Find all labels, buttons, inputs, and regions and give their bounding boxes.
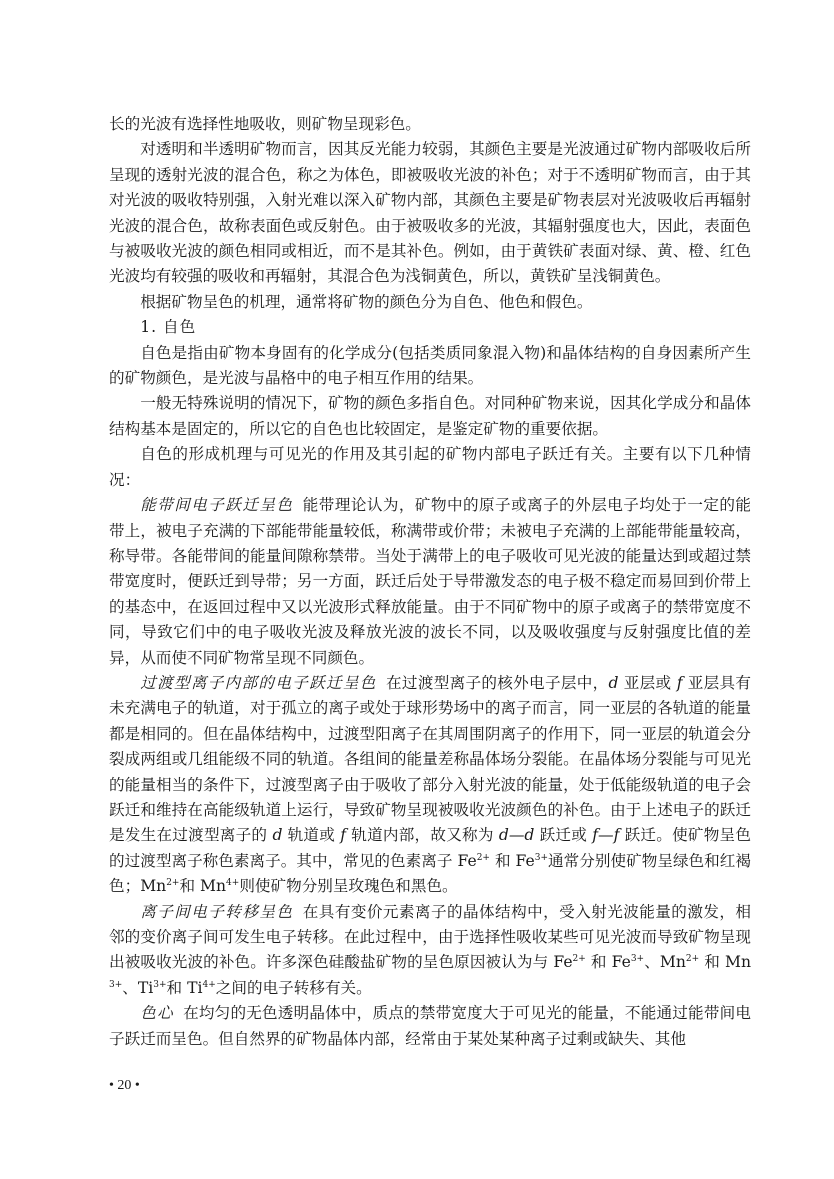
section-heading-idiochromatic: 1. 自色 bbox=[140, 318, 197, 337]
paragraph-color-center bbox=[109, 1001, 751, 1052]
var-d: d bbox=[608, 673, 619, 692]
paragraph-body-color: 对透明和半透明矿物而言，因其反光能力较弱，其颜色主要是光波通过矿物内部吸收后所呈现的透射光波的混合色，称之为体色，即被吸收光波的补色；对于不透明矿物而言，由于其对光波的吸收特别强，入射光难以深入矿物内部，其颜色主要是矿物表层对光波吸收后再辐射光波的混合色，故称表面色或反射色。由于被吸收多的光波，其辐射强度也大，因此，表面色与被吸收光波的颜色相同或相近，而不是其补色。例如，由于黄铁矿表面对绿、黄、橙、红色光波均有较强的吸收和再辐射，其混合色为浅铜黄色，所以，黄铁矿呈浅铜黄色。 bbox=[109, 140, 751, 286]
text-segment: 跃迁。使矿物呈色的过渡型离子称色素离子。其中，常见的色素离子 Fe bbox=[109, 826, 751, 870]
lead-term-charge-transfer: 离子间电子转移呈色 bbox=[140, 902, 294, 921]
text-segment: 在过渡型离子的核外电子层中， bbox=[386, 673, 609, 692]
paragraph-band-transition bbox=[109, 493, 751, 671]
superscript: 3+ bbox=[630, 954, 645, 965]
color-center-text: 在均匀的无色透明晶体中，质点的禁带宽度大于可见光的能量，不能通过能带间电子跃迁而呈色。但自然界的矿物晶体内部，经常由于某处某种离子过剩或缺失、其他 bbox=[109, 1004, 751, 1048]
paragraph-idiochromatic-usage: 一般无特殊说明的情况下，矿物的颜色多指自色。对同种矿物来说，因其化学成分和晶体结构基本是固定的，所以它的自色也比较固定，是鉴定矿物的重要依据。 bbox=[109, 394, 751, 438]
var-f: f bbox=[676, 673, 683, 692]
superscript: 3+ bbox=[534, 852, 549, 863]
lead-term-transition-ion: 过渡型离子内部的电子跃迁呈色 bbox=[140, 673, 377, 692]
var-d-d: d—d bbox=[498, 826, 535, 845]
paragraph-transition-ion bbox=[109, 671, 751, 900]
superscript: 2+ bbox=[572, 954, 586, 965]
text-segment: 在具有变价元素离子的晶体结构中，受入射光波能量的激发，相邻的变价离子间可发生电子转移。在此过程中，由于选择性吸收某些可见光波而导致矿物呈现出被吸收光波的补色。许多深色硅酸盐矿物的呈色原因被认为与 Fe bbox=[109, 902, 751, 972]
lead-term-color-center: 色心 bbox=[140, 1004, 174, 1023]
superscript: 2+ bbox=[166, 878, 180, 888]
text-segment: 轨道或 bbox=[282, 826, 341, 845]
text-segment: 和 Fe bbox=[585, 953, 631, 972]
paragraph-continuation: 长的光波有选择性地吸收，则矿物呈现彩色。 bbox=[109, 115, 421, 133]
text-segment: 、Ti bbox=[122, 978, 154, 997]
text-segment: 和 Ti bbox=[166, 978, 203, 997]
body-text bbox=[109, 112, 751, 1052]
var-f: f bbox=[340, 826, 347, 845]
superscript: 2+ bbox=[685, 954, 700, 965]
text-segment: 和 Mn bbox=[699, 953, 751, 972]
paragraph-charge-transfer bbox=[109, 900, 751, 1002]
lead-term-band-transition: 能带间电子跃迁呈色 bbox=[140, 496, 294, 515]
paragraph-color-classes: 根据矿物呈色的机理，通常将矿物的颜色分为自色、他色和假色。 bbox=[140, 292, 593, 311]
paragraph-mechanism-intro: 自色的形成机理与可见光的作用及其引起的矿物内部电子跃迁有关。主要有以下几种情况： bbox=[109, 445, 751, 489]
text-segment: 轨道内部，故又称为 bbox=[346, 826, 499, 845]
text-segment: 之间的电子转移有关。 bbox=[215, 978, 372, 997]
text-segment: 跃迁或 bbox=[534, 826, 593, 845]
text-segment: 亚层或 bbox=[618, 673, 677, 692]
superscript: 4+ bbox=[202, 979, 216, 990]
superscript: 4+ bbox=[226, 878, 240, 888]
text-segment: 和 Mn bbox=[179, 877, 227, 896]
var-f-f: f—f bbox=[592, 826, 620, 845]
paragraph-idiochromatic-definition: 自色是指由矿物本身固有的化学成分(包括类质同象混入物)和晶体结构的自身因素所产生的矿物颜色，是光波与晶格中的电子相互作用的结果。 bbox=[109, 343, 751, 388]
superscript: 3+ bbox=[153, 979, 167, 990]
var-d: d bbox=[272, 826, 283, 845]
band-transition-text: 能带理论认为，矿物中的原子或离子的外层电子均处于一定的能带上，被电子充满的下部能带能量较低，称满带或价带；未被电子充满的上部能带能量较高，称导带。各能带间的能量间隙称禁带。当处于满带上的电子吸收可见光波的能量达到或超过禁带宽度时，便跃迁到导带；另一方面，跃迁后处于导带激发态的电子极不稳定而易回到价带上的基态中，在返回过程中又以光波形式释放能量。由于不同矿物中的原子或离子的禁带宽度不同，导致它们中的电子吸收光波及释放光波的波长不同，以及吸收强度与反射强度比值的差异，从而使不同矿物常呈现不同颜色。 bbox=[109, 496, 751, 667]
superscript: 2+ bbox=[476, 852, 490, 863]
text-segment: 则使矿物分别呈玫瑰色和黑色。 bbox=[239, 877, 458, 896]
text-segment: 、Mn bbox=[644, 953, 686, 972]
superscript: 3+ bbox=[109, 979, 123, 990]
text-segment: 亚层具有未充满电子的轨道，对于孤立的离子或处于球形势场中的离子而言，同一亚层的各轨道的能量都是相同的。但在晶体结构中，过渡型阳离子在其周围阴离子的作用下，同一亚层的轨道会分裂成两组或几组能级不同的轨道。各组间的能量差称晶体场分裂能。在晶体场分裂能与可见光的能量相当的条件下，过渡型离子由于吸收了部分入射光波的能量，处于低能级轨道的电子会跃迁和维持在高能级轨道上运行，导致矿物呈现被吸收光波颜色的补色。由于上述电子的跃迁是发生在过渡型离子的 bbox=[109, 673, 751, 845]
text-segment: 通常分别使矿物呈绿色和红褐色；Mn bbox=[109, 851, 751, 896]
page-number: • 20 • bbox=[109, 1078, 140, 1093]
text-segment: 和 Fe bbox=[489, 851, 535, 870]
